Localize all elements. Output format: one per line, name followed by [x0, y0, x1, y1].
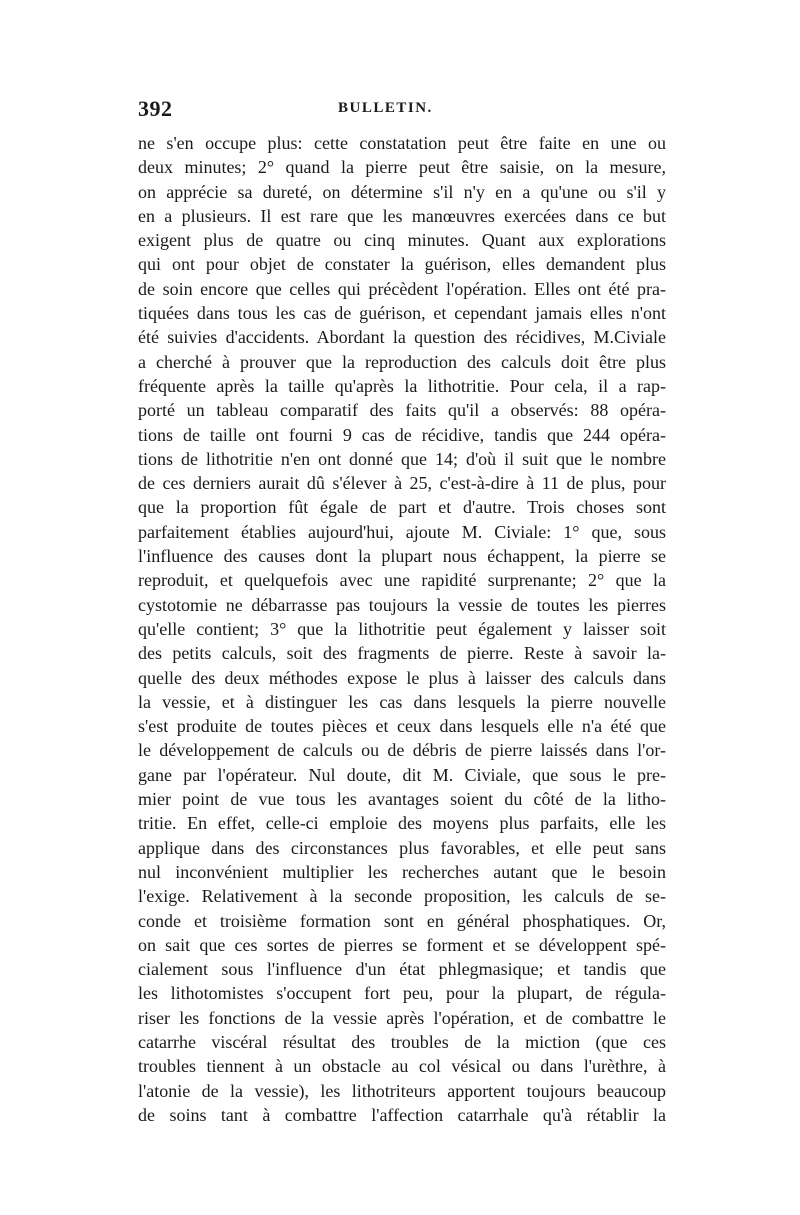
page-number: 392 [138, 96, 173, 121]
text-line: troubles tiennent à un obstacle au col vésical ou dans l'urèthre, à [138, 1056, 666, 1077]
text-line: de soins tant à combattre l'affection catarrhale qu'à rétablir la [138, 1104, 666, 1125]
text-line: l'exige. Relativement à la seconde proposition, les calculs de se- [138, 886, 666, 907]
text-line: l'influence des causes dont la plupart nous échappent, la pierre se [138, 546, 666, 567]
text-line: la vessie, et à distinguer les cas dans lesquels la pierre nouvelle [138, 691, 666, 712]
text-line: mier point de vue tous les avantages soient du côté de la litho- [138, 789, 666, 810]
text-line: parfaitement établies aujourd'hui, ajoute M. Civiale: 1° que, sous [138, 521, 666, 542]
text-line: gane par l'opérateur. Nul doute, dit M. Civiale, que sous le pre- [138, 764, 666, 785]
text-line: l'atonie de la vessie), les lithotriteurs apportent toujours beaucoup [138, 1080, 666, 1101]
running-title: BULLETIN. [338, 100, 433, 116]
text-line: reproduit, et quelquefois avec une rapidité surprenante; 2° que la [138, 570, 666, 591]
text-line: catarrhe viscéral résultat des troubles de la miction (que ces [138, 1031, 666, 1052]
text-line: tiquées dans tous les cas de guérison, et cependant jamais elles n'ont [138, 303, 666, 324]
text-line: qui ont pour objet de constater la guérison, elles demandent plus [138, 254, 666, 275]
text-line: en a plusieurs. Il est rare que les manœuvres exercées dans ce but [138, 205, 666, 226]
text-line: tritie. En effet, celle-ci emploie des moyens plus parfaits, elle les [138, 813, 666, 834]
text-line: s'est produite de toutes pièces et ceux dans lesquels elle n'a été que [138, 716, 666, 737]
text-line: fréquente après la taille qu'après la lithotritie. Pour cela, il a rap- [138, 375, 666, 396]
text-line: porté un tableau comparatif des faits qu'il a observés: 88 opéra- [138, 400, 666, 421]
text-line: cialement sous l'influence d'un état phlegmasique; et tandis que [138, 959, 666, 980]
text-line: on sait que ces sortes de pierres se forment et se développent spé- [138, 934, 666, 955]
text-line: deux minutes; 2° quand la pierre peut être saisie, on la mesure, [138, 157, 666, 178]
text-line: tions de taille ont fourni 9 cas de récidive, tandis que 244 opéra- [138, 424, 666, 445]
text-line: on apprécie sa dureté, on détermine s'il n'y en a qu'une ou s'il y [138, 181, 666, 202]
text-line: cystotomie ne débarrasse pas toujours la vessie de toutes les pierres [138, 594, 666, 615]
page-header [138, 96, 666, 126]
text-line: de ces derniers aurait dû s'élever à 25, c'est-à-dire à 11 de plus, pour [138, 473, 666, 494]
body-text [138, 131, 666, 1127]
text-line: a cherché à prouver que la reproduction des calculs doit être plus [138, 351, 666, 372]
text-line: applique dans des circonstances plus favorables, et elle peut sans [138, 837, 666, 858]
text-line: de soin encore que celles qui précèdent l'opération. Elles ont été pra- [138, 278, 666, 299]
text-line: été suivies d'accidents. Abordant la question des récidives, M.Civiale [138, 327, 666, 348]
text-line: ne s'en occupe plus: cette constatation peut être faite en une ou [138, 133, 666, 153]
text-line: le développement de calculs ou de débris de pierre laissés dans l'or- [138, 740, 666, 761]
text-line: tions de lithotritie n'en ont donné que 14; d'où il suit que le nombre [138, 448, 666, 469]
text-line: riser les fonctions de la vessie après l'opération, et de combattre le [138, 1007, 666, 1028]
text-line: que la proportion fût égale de part et d'autre. Trois choses sont [138, 497, 666, 518]
text-line: conde et troisième formation sont en général phosphatiques. Or, [138, 910, 666, 931]
text-line: quelle des deux méthodes expose le plus à laisser des calculs dans [138, 667, 666, 688]
text-line: nul inconvénient multiplier les recherches autant que le besoin [138, 861, 666, 882]
text-line: exigent plus de quatre ou cinq minutes. Quant aux explorations [138, 230, 666, 251]
text-line: des petits calculs, soit des fragments de pierre. Reste à savoir la- [138, 643, 666, 664]
text-line: qu'elle contient; 3° que la lithotritie peut également y laisser soit [138, 618, 666, 639]
text-line: les lithotomistes s'occupent fort peu, pour la plupart, de régula- [138, 983, 666, 1004]
